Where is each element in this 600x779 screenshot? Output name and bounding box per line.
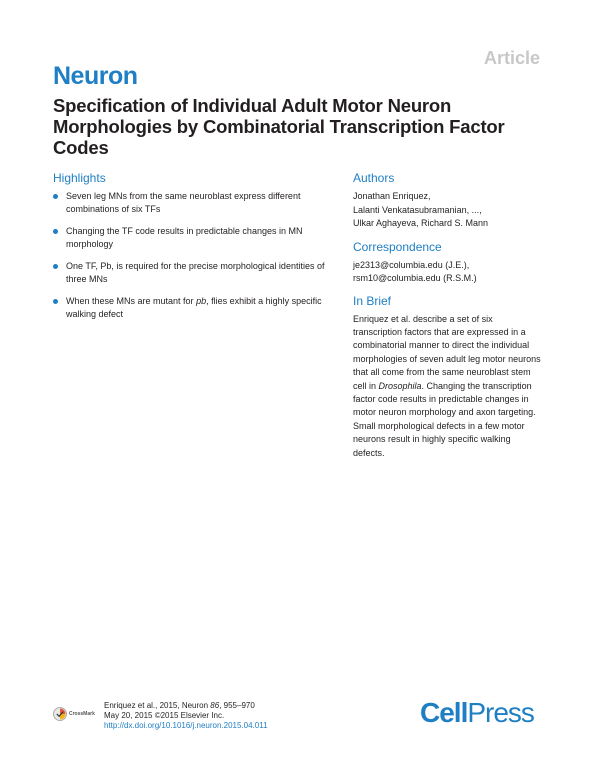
citation-line: Enriquez et al., 2015, Neuron 86, 955–970 (104, 701, 255, 710)
citation-footer (104, 701, 268, 731)
author-line[interactable]: Lalanti Venkatasubramanian, ..., (353, 204, 482, 215)
correspondence-heading: Correspondence (353, 239, 442, 254)
bullet-icon (53, 229, 58, 234)
crossmark-badge[interactable] (53, 707, 95, 721)
highlight-item: When these MNs are mutant for pb, flies exhibit a highly specific walking defect (53, 295, 343, 321)
author-line[interactable]: Jonathan Enriquez, (353, 191, 431, 201)
in-brief-heading: In Brief (353, 293, 392, 308)
highlights-heading: Highlights (53, 171, 106, 185)
authors-list (353, 190, 553, 231)
highlights-section (53, 171, 343, 330)
highlight-item: One TF, Pb, is required for the precise morphological identities of three MNs (53, 260, 343, 286)
bullet-icon (53, 194, 58, 199)
email-link[interactable]: rsm10@columbia.edu (R.S.M.) (353, 272, 477, 283)
cellpress-logo[interactable]: CellPress (420, 697, 534, 728)
sidebar-info (353, 171, 553, 460)
journal-logo[interactable]: Neuron (53, 62, 138, 90)
email-link[interactable]: je2313@columbia.edu (J.E.), (353, 259, 470, 270)
highlight-item: Changing the TF code results in predictable changes in MN morphology (53, 225, 343, 251)
bullet-icon (53, 264, 58, 269)
doi-link[interactable]: http://dx.doi.org/10.1016/j.neuron.2015.04.011 (104, 721, 268, 730)
paper-title: Specification of Individual Adult Motor Neuron Morphologies by Combinatorial Transcription Factor Codes (53, 95, 505, 158)
author-line[interactable]: Ulkar Aghayeva, Richard S. Mann (353, 218, 489, 228)
date-line: May 20, 2015 ©2015 Elsevier Inc. (104, 711, 225, 720)
in-brief-text: Enriquez et al. describe a set of six transcription factors that are expressed in a combinatorial manner to direct the individual morphologies of seven adult leg motor neurons that all come from the same neuroblast stem cell in Drosophila. Changing the transcription factor code results in predictable changes in motor neuron morphology and axon targeting. Small morphological defects in a few motor neurons result in highly specific walking defects. (353, 313, 541, 458)
crossmark-label: CrossMark (69, 711, 95, 717)
highlight-item: Seven leg MNs from the same neuroblast express different combinations of six TFs (53, 190, 343, 216)
crossmark-icon (53, 707, 67, 721)
correspondence-list (353, 259, 553, 285)
highlights-list (53, 190, 343, 321)
authors-heading: Authors (353, 171, 395, 185)
bullet-icon (53, 299, 58, 304)
article-type-label: Article (483, 48, 540, 68)
